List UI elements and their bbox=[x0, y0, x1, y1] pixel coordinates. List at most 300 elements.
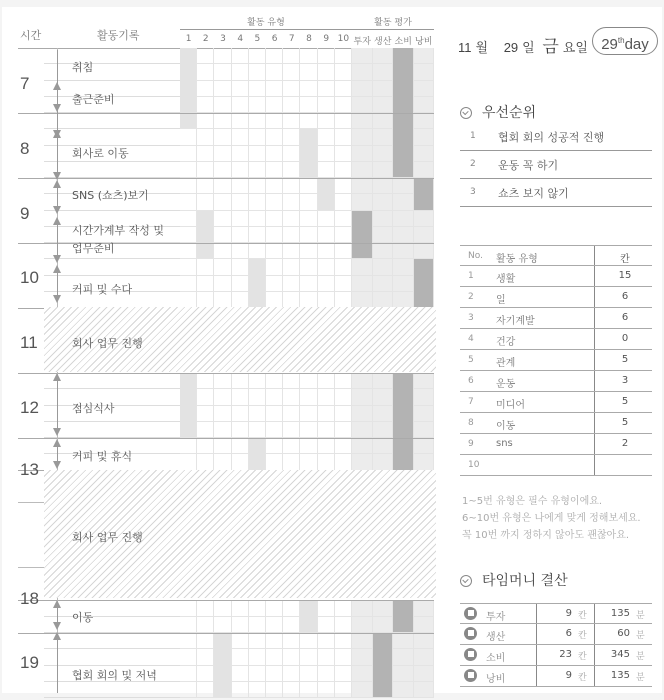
type-cell[interactable] bbox=[197, 454, 214, 470]
activity-type-row[interactable] bbox=[460, 392, 652, 413]
type-cell[interactable] bbox=[249, 146, 266, 162]
eval-cell[interactable] bbox=[373, 617, 394, 633]
type-cell[interactable] bbox=[180, 633, 197, 649]
type-cell[interactable] bbox=[335, 649, 352, 665]
type-cell[interactable] bbox=[300, 633, 317, 649]
type-cell[interactable] bbox=[249, 682, 266, 698]
type-cell[interactable] bbox=[197, 178, 214, 194]
type-cell[interactable] bbox=[249, 211, 266, 227]
type-cell[interactable] bbox=[335, 162, 352, 178]
eval-cell[interactable] bbox=[393, 292, 414, 308]
eval-cell[interactable] bbox=[393, 666, 414, 682]
type-cell[interactable] bbox=[197, 406, 214, 422]
type-cell[interactable] bbox=[180, 292, 197, 308]
type-cell[interactable] bbox=[283, 373, 300, 389]
type-name[interactable]: sns bbox=[496, 438, 513, 449]
type-cell[interactable] bbox=[214, 422, 231, 438]
type-cell[interactable] bbox=[249, 129, 266, 145]
type-cell[interactable] bbox=[197, 633, 214, 649]
type-cell[interactable] bbox=[232, 259, 249, 275]
eval-cell[interactable] bbox=[414, 243, 435, 259]
type-cell[interactable] bbox=[197, 617, 214, 633]
eval-cell[interactable] bbox=[373, 438, 394, 454]
type-cell[interactable] bbox=[266, 633, 283, 649]
type-cell[interactable] bbox=[232, 162, 249, 178]
type-cell[interactable] bbox=[283, 113, 300, 129]
type-cell[interactable] bbox=[232, 389, 249, 405]
type-cell[interactable] bbox=[180, 129, 197, 145]
eval-cell[interactable] bbox=[352, 406, 373, 422]
type-cell[interactable] bbox=[249, 227, 266, 243]
type-cell[interactable] bbox=[214, 389, 231, 405]
type-cell[interactable] bbox=[197, 81, 214, 97]
type-cell[interactable] bbox=[249, 617, 266, 633]
type-cell[interactable] bbox=[300, 259, 317, 275]
type-cell[interactable] bbox=[335, 64, 352, 80]
eval-cell[interactable] bbox=[373, 194, 394, 210]
eval-cell[interactable] bbox=[352, 276, 373, 292]
eval-cell[interactable] bbox=[373, 48, 394, 64]
eval-cell[interactable] bbox=[393, 178, 414, 194]
eval-filled-block[interactable] bbox=[393, 601, 414, 634]
eval-cell[interactable] bbox=[414, 81, 435, 97]
eval-cell[interactable] bbox=[414, 438, 435, 454]
type-cell[interactable] bbox=[180, 243, 197, 259]
type-cell[interactable] bbox=[318, 649, 335, 665]
type-cell[interactable] bbox=[214, 162, 231, 178]
type-cell[interactable] bbox=[335, 682, 352, 698]
type-cell[interactable] bbox=[214, 406, 231, 422]
type-cell[interactable] bbox=[214, 227, 231, 243]
type-cell[interactable] bbox=[318, 666, 335, 682]
type-cell[interactable] bbox=[266, 389, 283, 405]
type-cell[interactable] bbox=[318, 259, 335, 275]
type-cell[interactable] bbox=[266, 97, 283, 113]
type-cell[interactable] bbox=[318, 422, 335, 438]
type-filled-block[interactable] bbox=[300, 601, 317, 634]
type-cell[interactable] bbox=[266, 129, 283, 145]
eval-cell[interactable] bbox=[414, 633, 435, 649]
type-cell[interactable] bbox=[197, 64, 214, 80]
type-cell[interactable] bbox=[197, 276, 214, 292]
eval-cell[interactable] bbox=[352, 129, 373, 145]
type-cell[interactable] bbox=[318, 438, 335, 454]
type-cell[interactable] bbox=[232, 211, 249, 227]
type-cell[interactable] bbox=[318, 146, 335, 162]
eval-cell[interactable] bbox=[414, 389, 435, 405]
priority-item[interactable] bbox=[460, 179, 652, 207]
type-cell[interactable] bbox=[318, 81, 335, 97]
type-cell[interactable] bbox=[232, 601, 249, 617]
type-cell[interactable] bbox=[283, 81, 300, 97]
type-cell[interactable] bbox=[180, 454, 197, 470]
type-cell[interactable] bbox=[335, 97, 352, 113]
type-cell[interactable] bbox=[283, 162, 300, 178]
type-cell[interactable] bbox=[266, 422, 283, 438]
type-cell[interactable] bbox=[300, 682, 317, 698]
eval-filled-block[interactable] bbox=[373, 633, 394, 698]
type-cell[interactable] bbox=[283, 649, 300, 665]
type-cell[interactable] bbox=[249, 162, 266, 178]
type-cell[interactable] bbox=[266, 276, 283, 292]
type-cell[interactable] bbox=[180, 438, 197, 454]
type-cell[interactable] bbox=[197, 389, 214, 405]
type-cell[interactable] bbox=[232, 406, 249, 422]
type-cell[interactable] bbox=[300, 438, 317, 454]
type-cell[interactable] bbox=[335, 194, 352, 210]
type-cell[interactable] bbox=[266, 178, 283, 194]
type-cell[interactable] bbox=[180, 649, 197, 665]
type-cell[interactable] bbox=[300, 64, 317, 80]
type-cell[interactable] bbox=[300, 276, 317, 292]
type-cell[interactable] bbox=[266, 617, 283, 633]
type-cell[interactable] bbox=[318, 633, 335, 649]
type-cell[interactable] bbox=[283, 422, 300, 438]
type-cell[interactable] bbox=[180, 178, 197, 194]
type-cell[interactable] bbox=[283, 178, 300, 194]
type-cell[interactable] bbox=[180, 194, 197, 210]
eval-cell[interactable] bbox=[393, 259, 414, 275]
eval-cell[interactable] bbox=[373, 129, 394, 145]
type-cell[interactable] bbox=[318, 243, 335, 259]
type-cell[interactable] bbox=[214, 129, 231, 145]
eval-cell[interactable] bbox=[373, 113, 394, 129]
type-cell[interactable] bbox=[232, 649, 249, 665]
type-cell[interactable] bbox=[266, 406, 283, 422]
type-cell[interactable] bbox=[214, 211, 231, 227]
type-cell[interactable] bbox=[335, 454, 352, 470]
type-cell[interactable] bbox=[300, 194, 317, 210]
type-cell[interactable] bbox=[318, 162, 335, 178]
type-cell[interactable] bbox=[335, 243, 352, 259]
type-cell[interactable] bbox=[283, 146, 300, 162]
eval-cell[interactable] bbox=[373, 454, 394, 470]
eval-cell[interactable] bbox=[352, 259, 373, 275]
type-cell[interactable] bbox=[232, 682, 249, 698]
type-cell[interactable] bbox=[335, 81, 352, 97]
type-cell[interactable] bbox=[318, 389, 335, 405]
type-cell[interactable] bbox=[335, 178, 352, 194]
type-cell[interactable] bbox=[249, 389, 266, 405]
type-filled-block[interactable] bbox=[249, 438, 266, 471]
eval-cell[interactable] bbox=[373, 243, 394, 259]
type-cell[interactable] bbox=[300, 48, 317, 64]
type-cell[interactable] bbox=[249, 373, 266, 389]
type-cell[interactable] bbox=[214, 454, 231, 470]
eval-cell[interactable] bbox=[373, 259, 394, 275]
type-cell[interactable] bbox=[197, 373, 214, 389]
type-cell[interactable] bbox=[300, 666, 317, 682]
type-name[interactable]: 건강 bbox=[496, 337, 516, 348]
type-cell[interactable] bbox=[249, 178, 266, 194]
eval-cell[interactable] bbox=[352, 162, 373, 178]
type-cell[interactable] bbox=[180, 227, 197, 243]
eval-cell[interactable] bbox=[352, 649, 373, 665]
type-name[interactable]: 일 bbox=[496, 295, 506, 306]
type-cell[interactable] bbox=[180, 601, 197, 617]
eval-cell[interactable] bbox=[352, 373, 373, 389]
eval-cell[interactable] bbox=[373, 64, 394, 80]
eval-cell[interactable] bbox=[373, 178, 394, 194]
type-cell[interactable] bbox=[232, 113, 249, 129]
eval-cell[interactable] bbox=[352, 292, 373, 308]
type-cell[interactable] bbox=[283, 211, 300, 227]
type-cell[interactable] bbox=[214, 113, 231, 129]
type-cell[interactable] bbox=[318, 406, 335, 422]
type-cell[interactable] bbox=[335, 259, 352, 275]
type-cell[interactable] bbox=[266, 113, 283, 129]
eval-cell[interactable] bbox=[373, 406, 394, 422]
type-cell[interactable] bbox=[214, 48, 231, 64]
type-cell[interactable] bbox=[266, 48, 283, 64]
activity-type-row[interactable] bbox=[460, 308, 652, 329]
type-cell[interactable] bbox=[300, 227, 317, 243]
type-cell[interactable] bbox=[249, 64, 266, 80]
eval-cell[interactable] bbox=[414, 406, 435, 422]
type-cell[interactable] bbox=[232, 438, 249, 454]
type-cell[interactable] bbox=[283, 389, 300, 405]
type-cell[interactable] bbox=[232, 276, 249, 292]
eval-cell[interactable] bbox=[352, 81, 373, 97]
eval-cell[interactable] bbox=[373, 292, 394, 308]
eval-cell[interactable] bbox=[393, 243, 414, 259]
eval-cell[interactable] bbox=[414, 454, 435, 470]
eval-cell[interactable] bbox=[393, 227, 414, 243]
type-cell[interactable] bbox=[232, 129, 249, 145]
type-cell[interactable] bbox=[283, 617, 300, 633]
activity-type-row[interactable] bbox=[460, 413, 652, 434]
type-cell[interactable] bbox=[283, 292, 300, 308]
type-cell[interactable] bbox=[214, 617, 231, 633]
type-cell[interactable] bbox=[335, 146, 352, 162]
type-cell[interactable] bbox=[266, 227, 283, 243]
type-cell[interactable] bbox=[300, 649, 317, 665]
type-cell[interactable] bbox=[318, 617, 335, 633]
type-cell[interactable] bbox=[249, 48, 266, 64]
type-cell[interactable] bbox=[180, 617, 197, 633]
type-cell[interactable] bbox=[232, 422, 249, 438]
type-cell[interactable] bbox=[232, 194, 249, 210]
eval-filled-block[interactable] bbox=[414, 259, 435, 308]
eval-cell[interactable] bbox=[414, 682, 435, 698]
eval-cell[interactable] bbox=[373, 389, 394, 405]
type-cell[interactable] bbox=[335, 633, 352, 649]
eval-cell[interactable] bbox=[373, 81, 394, 97]
type-cell[interactable] bbox=[197, 601, 214, 617]
activity-type-row[interactable] bbox=[460, 455, 652, 476]
activity-type-row[interactable] bbox=[460, 371, 652, 392]
eval-cell[interactable] bbox=[393, 194, 414, 210]
type-filled-block[interactable] bbox=[300, 129, 317, 178]
type-name[interactable]: 운동 bbox=[496, 379, 516, 390]
activity-type-row[interactable] bbox=[460, 266, 652, 287]
eval-cell[interactable] bbox=[414, 113, 435, 129]
type-cell[interactable] bbox=[335, 227, 352, 243]
eval-cell[interactable] bbox=[373, 601, 394, 617]
type-cell[interactable] bbox=[335, 292, 352, 308]
type-cell[interactable] bbox=[266, 81, 283, 97]
eval-cell[interactable] bbox=[373, 227, 394, 243]
type-cell[interactable] bbox=[232, 373, 249, 389]
type-cell[interactable] bbox=[232, 633, 249, 649]
type-cell[interactable] bbox=[232, 81, 249, 97]
type-cell[interactable] bbox=[318, 227, 335, 243]
type-cell[interactable] bbox=[283, 406, 300, 422]
eval-cell[interactable] bbox=[352, 194, 373, 210]
eval-cell[interactable] bbox=[352, 389, 373, 405]
type-cell[interactable] bbox=[180, 146, 197, 162]
type-cell[interactable] bbox=[214, 194, 231, 210]
type-cell[interactable] bbox=[335, 438, 352, 454]
type-cell[interactable] bbox=[300, 454, 317, 470]
eval-cell[interactable] bbox=[414, 649, 435, 665]
type-cell[interactable] bbox=[197, 666, 214, 682]
type-cell[interactable] bbox=[283, 227, 300, 243]
eval-cell[interactable] bbox=[414, 601, 435, 617]
type-cell[interactable] bbox=[318, 276, 335, 292]
type-cell[interactable] bbox=[232, 48, 249, 64]
type-cell[interactable] bbox=[318, 373, 335, 389]
type-cell[interactable] bbox=[283, 243, 300, 259]
type-cell[interactable] bbox=[266, 162, 283, 178]
eval-filled-block[interactable] bbox=[352, 211, 373, 260]
eval-cell[interactable] bbox=[352, 97, 373, 113]
type-cell[interactable] bbox=[180, 682, 197, 698]
eval-cell[interactable] bbox=[414, 162, 435, 178]
eval-cell[interactable] bbox=[352, 178, 373, 194]
eval-cell[interactable] bbox=[393, 633, 414, 649]
type-cell[interactable] bbox=[318, 64, 335, 80]
type-cell[interactable] bbox=[300, 406, 317, 422]
type-cell[interactable] bbox=[197, 259, 214, 275]
eval-cell[interactable] bbox=[373, 146, 394, 162]
type-filled-block[interactable] bbox=[180, 48, 197, 129]
type-cell[interactable] bbox=[283, 97, 300, 113]
eval-cell[interactable] bbox=[393, 276, 414, 292]
type-cell[interactable] bbox=[318, 48, 335, 64]
type-cell[interactable] bbox=[283, 666, 300, 682]
type-filled-block[interactable] bbox=[249, 259, 266, 308]
type-cell[interactable] bbox=[197, 682, 214, 698]
eval-cell[interactable] bbox=[352, 682, 373, 698]
type-cell[interactable] bbox=[300, 97, 317, 113]
type-cell[interactable] bbox=[266, 601, 283, 617]
type-filled-block[interactable] bbox=[214, 633, 231, 698]
type-cell[interactable] bbox=[197, 292, 214, 308]
type-cell[interactable] bbox=[232, 617, 249, 633]
type-cell[interactable] bbox=[214, 438, 231, 454]
type-cell[interactable] bbox=[249, 666, 266, 682]
type-cell[interactable] bbox=[266, 211, 283, 227]
type-cell[interactable] bbox=[283, 194, 300, 210]
type-cell[interactable] bbox=[249, 97, 266, 113]
type-cell[interactable] bbox=[197, 48, 214, 64]
type-cell[interactable] bbox=[232, 292, 249, 308]
type-cell[interactable] bbox=[232, 64, 249, 80]
eval-cell[interactable] bbox=[393, 649, 414, 665]
type-cell[interactable] bbox=[197, 422, 214, 438]
type-cell[interactable] bbox=[283, 64, 300, 80]
type-cell[interactable] bbox=[318, 129, 335, 145]
eval-filled-block[interactable] bbox=[414, 178, 435, 211]
type-cell[interactable] bbox=[266, 64, 283, 80]
type-cell[interactable] bbox=[318, 292, 335, 308]
type-cell[interactable] bbox=[180, 259, 197, 275]
type-cell[interactable] bbox=[214, 81, 231, 97]
eval-cell[interactable] bbox=[352, 454, 373, 470]
eval-cell[interactable] bbox=[352, 64, 373, 80]
type-cell[interactable] bbox=[249, 81, 266, 97]
type-cell[interactable] bbox=[300, 243, 317, 259]
type-cell[interactable] bbox=[214, 601, 231, 617]
type-cell[interactable] bbox=[266, 243, 283, 259]
type-cell[interactable] bbox=[335, 617, 352, 633]
eval-filled-block[interactable] bbox=[393, 373, 414, 471]
type-cell[interactable] bbox=[214, 146, 231, 162]
type-cell[interactable] bbox=[197, 113, 214, 129]
type-cell[interactable] bbox=[283, 633, 300, 649]
type-cell[interactable] bbox=[232, 227, 249, 243]
eval-cell[interactable] bbox=[373, 276, 394, 292]
type-cell[interactable] bbox=[214, 178, 231, 194]
type-cell[interactable] bbox=[335, 113, 352, 129]
type-filled-block[interactable] bbox=[180, 373, 197, 438]
type-name[interactable]: 자기계발 bbox=[496, 316, 535, 327]
activity-type-row[interactable] bbox=[460, 287, 652, 308]
type-cell[interactable] bbox=[335, 389, 352, 405]
type-cell[interactable] bbox=[180, 162, 197, 178]
type-cell[interactable] bbox=[283, 682, 300, 698]
eval-cell[interactable] bbox=[352, 601, 373, 617]
type-cell[interactable] bbox=[318, 601, 335, 617]
type-cell[interactable] bbox=[283, 601, 300, 617]
type-cell[interactable] bbox=[300, 389, 317, 405]
type-cell[interactable] bbox=[197, 97, 214, 113]
type-cell[interactable] bbox=[197, 194, 214, 210]
eval-cell[interactable] bbox=[414, 64, 435, 80]
type-filled-block[interactable] bbox=[318, 178, 335, 211]
type-cell[interactable] bbox=[335, 601, 352, 617]
type-cell[interactable] bbox=[249, 194, 266, 210]
type-name[interactable]: 이동 bbox=[496, 421, 516, 432]
eval-cell[interactable] bbox=[414, 227, 435, 243]
type-cell[interactable] bbox=[232, 243, 249, 259]
type-cell[interactable] bbox=[335, 276, 352, 292]
eval-cell[interactable] bbox=[393, 211, 414, 227]
type-cell[interactable] bbox=[318, 682, 335, 698]
type-cell[interactable] bbox=[249, 601, 266, 617]
type-cell[interactable] bbox=[300, 422, 317, 438]
type-cell[interactable] bbox=[232, 454, 249, 470]
type-cell[interactable] bbox=[249, 406, 266, 422]
type-cell[interactable] bbox=[232, 666, 249, 682]
type-cell[interactable] bbox=[214, 259, 231, 275]
type-cell[interactable] bbox=[214, 292, 231, 308]
priority-item[interactable] bbox=[460, 151, 652, 179]
type-cell[interactable] bbox=[180, 276, 197, 292]
eval-cell[interactable] bbox=[352, 146, 373, 162]
type-cell[interactable] bbox=[197, 438, 214, 454]
eval-cell[interactable] bbox=[414, 373, 435, 389]
type-cell[interactable] bbox=[300, 81, 317, 97]
type-cell[interactable] bbox=[300, 292, 317, 308]
type-cell[interactable] bbox=[249, 113, 266, 129]
eval-cell[interactable] bbox=[373, 422, 394, 438]
eval-cell[interactable] bbox=[352, 666, 373, 682]
type-cell[interactable] bbox=[335, 129, 352, 145]
eval-cell[interactable] bbox=[414, 211, 435, 227]
activity-type-row[interactable] bbox=[460, 350, 652, 371]
